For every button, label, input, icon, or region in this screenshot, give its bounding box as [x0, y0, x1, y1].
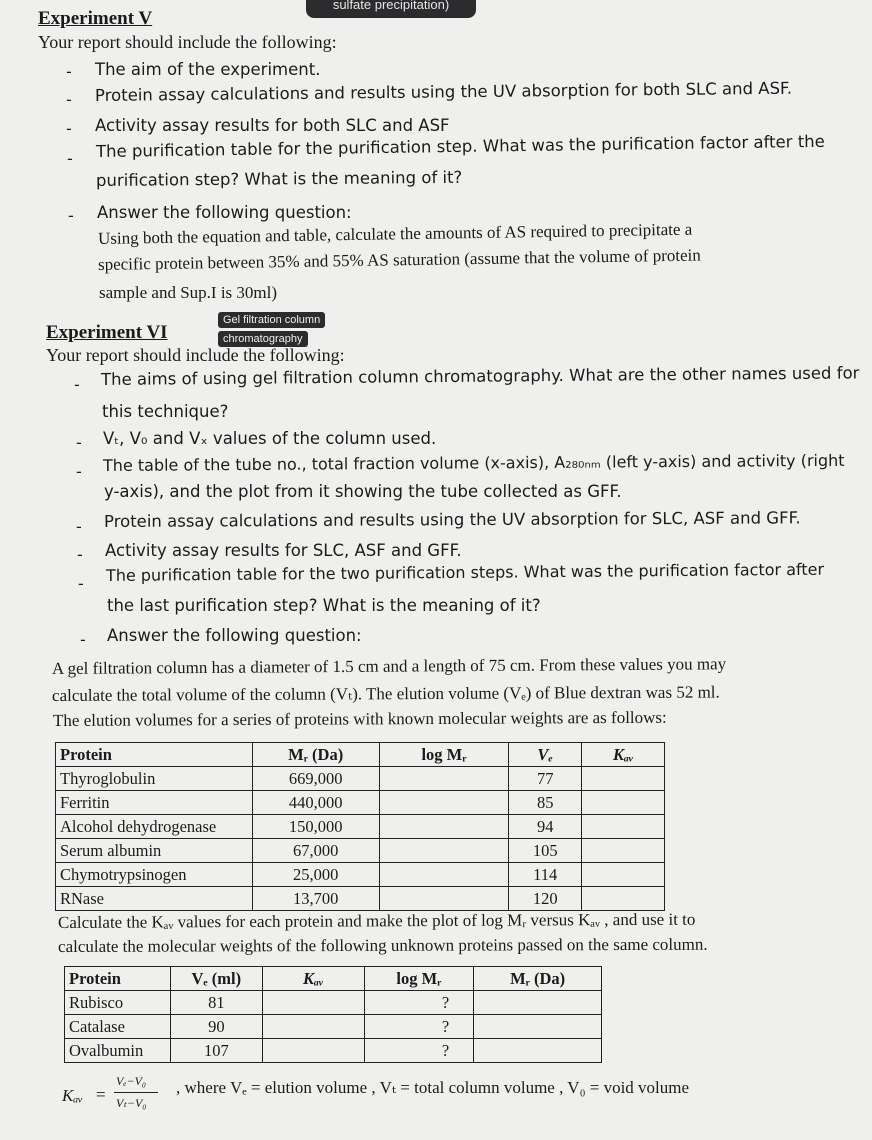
table-row	[65, 1039, 602, 1063]
exp6-item-5: Activity assay results for SLC, ASF and GFF.	[105, 541, 462, 560]
ve-value: 114	[509, 863, 582, 887]
fraction-bar	[114, 1092, 158, 1093]
protein-name: Rubisco	[65, 991, 171, 1015]
exp6-item-1-line2: this technique?	[102, 402, 229, 421]
mr-value: 13,700	[252, 887, 379, 911]
header-mr-da: Mᵣ (Da)	[474, 967, 602, 991]
protein-name: Catalase	[65, 1015, 171, 1039]
header-log-mr: log Mᵣ	[379, 743, 509, 767]
header-kav: Kₐᵥ	[582, 743, 665, 767]
formula-definitions: , where Vₑ = elution volume , Vₜ = total column volume , V₀ = void volume	[176, 1078, 690, 1097]
header-log-mr: log Mᵣ	[364, 967, 474, 991]
protein-name: RNase	[56, 887, 253, 911]
log-mr-value	[379, 767, 509, 791]
bullet-dash: -	[76, 433, 82, 452]
table-header-row	[65, 967, 602, 991]
table-row	[56, 815, 665, 839]
kav-value	[582, 887, 665, 911]
table-row	[56, 863, 665, 887]
exp5-item-1: The aim of the experiment.	[95, 60, 321, 79]
bullet-dash: -	[76, 517, 82, 536]
experiment-v-intro: Your report should include the following:	[38, 32, 337, 52]
standards-table	[55, 742, 665, 911]
log-mr-value: ?	[364, 1015, 474, 1039]
exp6-item-6-line1: The purification table for the two purification steps. What was the purification factor after	[105, 559, 825, 585]
log-mr-value	[379, 815, 509, 839]
kav-value	[582, 815, 665, 839]
exp5-question-line2: specific protein between 35% and 55% AS saturation (assume that the volume of protein	[97, 245, 701, 274]
protein-name: Alcohol dehydrogenase	[56, 815, 253, 839]
table-row	[56, 839, 665, 863]
exp6-item-1-line1: The aims of using gel filtration column chromatography. What are the other names used for	[100, 363, 860, 389]
exp5-item-4-line2: purification step? What is the meaning of it?	[95, 167, 463, 190]
protein-name: Thyroglobulin	[56, 767, 253, 791]
mr-value: 440,000	[252, 791, 379, 815]
mr-value	[474, 1039, 602, 1063]
formula-equals: =	[96, 1085, 106, 1104]
bullet-dash: -	[78, 574, 84, 593]
calc-line1: Calculate the Kₐᵥ values for each protein and make the plot of log Mᵣ versus Kₐᵥ , and use it to	[57, 909, 696, 932]
kav-value	[582, 863, 665, 887]
protein-name: Ovalbumin	[65, 1039, 171, 1063]
chromatography-tag: chromatography	[218, 331, 308, 347]
mr-value: 67,000	[252, 839, 379, 863]
log-mr-value	[379, 863, 509, 887]
exp6-item-7: Answer the following question:	[107, 626, 362, 645]
top-partial-tag: sulfate precipitation)	[306, 0, 476, 18]
unknowns-table	[64, 966, 602, 1063]
kav-value	[582, 791, 665, 815]
kav-value	[262, 1039, 364, 1063]
header-protein: Protein	[56, 743, 253, 767]
exp5-item-4-line1: The purification table for the purification step. What was the purification factor after the	[95, 131, 825, 161]
experiment-vi-intro: Your report should include the following:	[46, 345, 345, 365]
exp5-item-5: Answer the following question:	[97, 203, 352, 222]
exp6-item-4: Protein assay calculations and results using the UV absorption for SLC, ASF and GFF.	[103, 508, 801, 531]
formula-denominator: Vₜ−V₀	[116, 1096, 147, 1110]
header-kav: Kₐᵥ	[262, 967, 364, 991]
ve-value: 120	[509, 887, 582, 911]
kav-value	[582, 767, 665, 791]
table-row	[56, 791, 665, 815]
kav-value	[582, 839, 665, 863]
table-header-row	[56, 743, 665, 767]
protein-name: Ferritin	[56, 791, 253, 815]
gel-filtration-tag: Gel filtration column	[218, 312, 325, 328]
bullet-dash: -	[66, 62, 72, 81]
log-mr-value	[379, 887, 509, 911]
header-protein: Protein	[65, 967, 171, 991]
calc-line2: calculate the molecular weights of the following unknown proteins passed on the same column.	[57, 934, 708, 956]
mr-value	[474, 1015, 602, 1039]
exp5-item-3: Activity assay results for both SLC and ASF	[95, 116, 450, 135]
mr-value: 150,000	[252, 815, 379, 839]
protein-name: Chymotrypsinogen	[56, 863, 253, 887]
header-ve-ml: Vₑ (ml)	[170, 967, 262, 991]
mr-value	[474, 991, 602, 1015]
header-ve: Vₑ	[509, 743, 582, 767]
experiment-vi-title: Experiment VI	[46, 322, 168, 343]
problem-line1: A gel filtration column has a diameter of 1.5 cm and a length of 75 cm. From these values you may	[51, 654, 727, 678]
bullet-dash: -	[77, 545, 83, 564]
bullet-dash: -	[66, 90, 72, 109]
ve-value: 77	[509, 767, 582, 791]
bullet-dash: -	[68, 206, 74, 225]
log-mr-value	[379, 791, 509, 815]
table-row	[56, 767, 665, 791]
mr-value: 669,000	[252, 767, 379, 791]
log-mr-value: ?	[364, 991, 474, 1015]
bullet-dash: -	[67, 149, 73, 168]
kav-value	[262, 991, 364, 1015]
experiment-v-title: Experiment V	[38, 8, 153, 29]
exp5-question-line1: Using both the equation and table, calculate the amounts of AS required to precipitate a	[97, 219, 693, 248]
formula-lhs: Kₐᵥ	[62, 1086, 84, 1105]
ve-value: 105	[509, 839, 582, 863]
ve-value: 81	[170, 991, 262, 1015]
bullet-dash: -	[74, 375, 80, 394]
log-mr-value: ?	[364, 1039, 474, 1063]
log-mr-value	[379, 839, 509, 863]
ve-value: 90	[170, 1015, 262, 1039]
kav-value	[262, 1015, 364, 1039]
ve-value: 94	[509, 815, 582, 839]
table-row	[65, 991, 602, 1015]
problem-line2: calculate the total volume of the column (Vₜ). The elution volume (Vₑ) of Blue dextran was 52 ml.	[51, 682, 720, 705]
exp6-item-2: Vₜ, V₀ and Vₓ values of the column used.	[103, 429, 437, 448]
protein-name: Serum albumin	[56, 839, 253, 863]
exp6-item-6-line2: the last purification step? What is the meaning of it?	[107, 596, 541, 615]
table-row	[65, 1015, 602, 1039]
header-mr: Mᵣ (Da)	[252, 743, 379, 767]
problem-line3: The elution volumes for a series of proteins with known molecular weights are as follows:	[52, 707, 667, 730]
exp5-item-2: Protein assay calculations and results using the UV absorption for both SLC and ASF.	[94, 78, 793, 105]
bullet-dash: -	[66, 119, 72, 138]
formula-numerator: Vₑ−V₀	[116, 1074, 147, 1088]
ve-value: 85	[509, 791, 582, 815]
exp6-item-3-line1: The table of the tube no., total fraction volume (x-axis), A₂₈₀ₙₘ (left y-axis) and activity (right	[102, 450, 845, 475]
bullet-dash: -	[80, 630, 86, 649]
exp6-item-3-line2: y-axis), and the plot from it showing the tube collected as GFF.	[104, 482, 622, 501]
bullet-dash: -	[76, 462, 82, 481]
exp5-question-line3: sample and Sup.I is 30ml)	[99, 283, 278, 302]
table-row	[56, 887, 665, 911]
mr-value: 25,000	[252, 863, 379, 887]
ve-value: 107	[170, 1039, 262, 1063]
